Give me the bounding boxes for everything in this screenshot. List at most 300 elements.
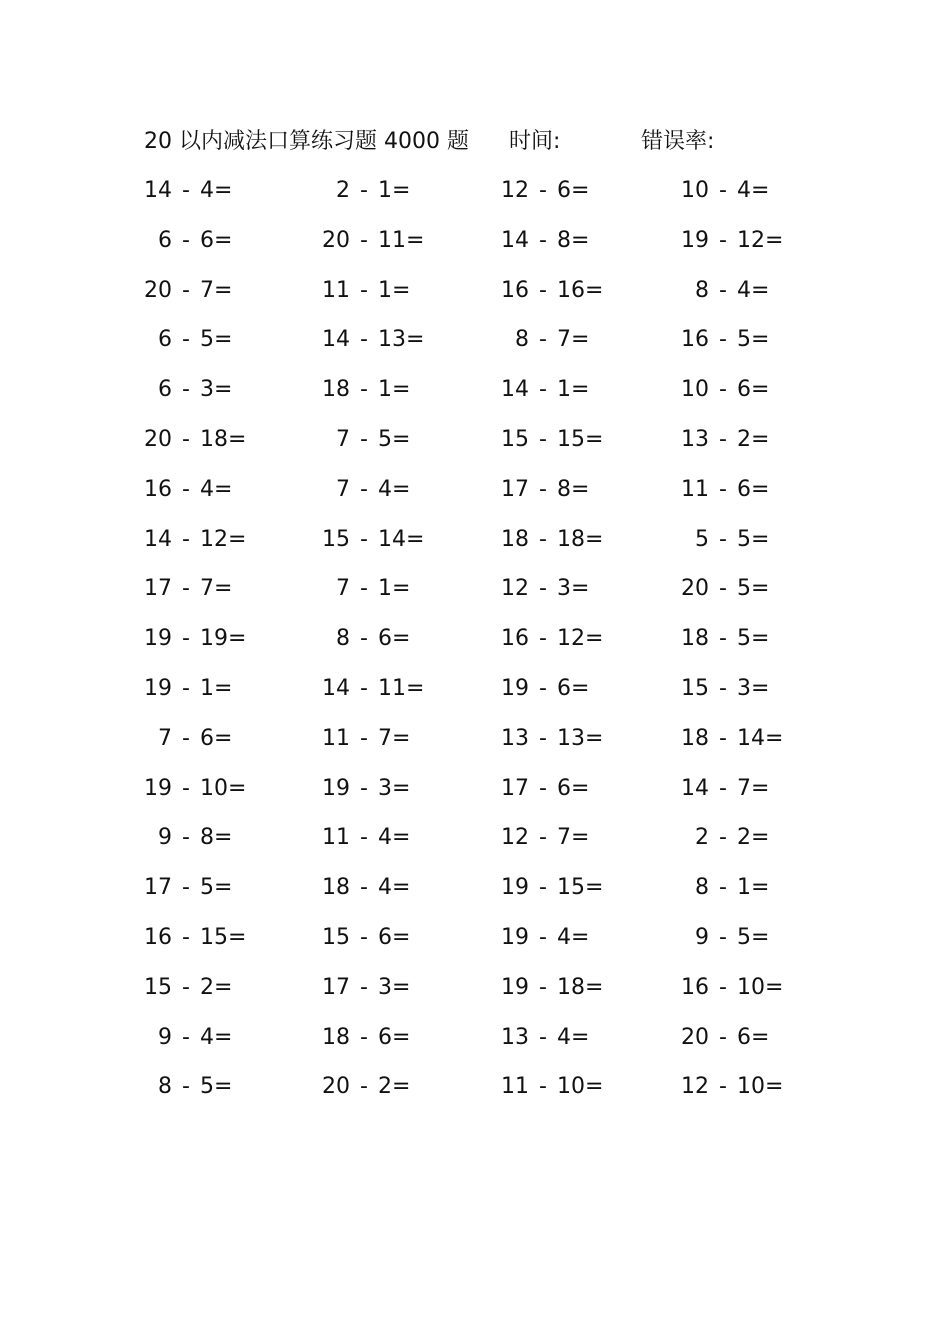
- subtrahend: 14: [378, 526, 406, 552]
- minus-sign: -: [719, 725, 727, 751]
- subtrahend: 1: [378, 178, 392, 203]
- subtrahend-and-equals: [557, 1062, 603, 1112]
- subtraction-problem: [322, 564, 410, 614]
- equals-sign: =: [765, 1074, 784, 1100]
- minus-sign: -: [360, 924, 368, 950]
- minuend: 17: [144, 576, 172, 602]
- minuend: 6: [158, 327, 172, 353]
- minuend: 14: [501, 377, 529, 403]
- subtraction-problem: [501, 764, 589, 814]
- equals-sign: =: [214, 875, 233, 901]
- subtrahend: 3: [200, 377, 214, 403]
- problem-row: [144, 963, 804, 1013]
- minus-sign: -: [719, 775, 727, 801]
- subtrahend: 6: [737, 377, 751, 403]
- subtrahend-and-equals: [557, 415, 603, 465]
- minuend: 20: [322, 1074, 350, 1100]
- minus-sign: -: [360, 825, 368, 851]
- minus-sign: -: [539, 277, 547, 303]
- minus-sign: -: [182, 825, 190, 851]
- subtrahend: 5: [200, 875, 214, 901]
- minus-sign: -: [182, 576, 190, 602]
- subtrahend: 10: [200, 775, 228, 801]
- problem-row: [144, 216, 804, 266]
- minus-sign: -: [539, 626, 547, 652]
- subtrahend-and-equals: [557, 465, 589, 515]
- minus-sign: -: [360, 426, 368, 452]
- minus-sign: -: [182, 974, 190, 1000]
- minuend: 16: [681, 974, 709, 1000]
- subtrahend: 8: [557, 476, 571, 502]
- equals-sign: =: [392, 476, 411, 502]
- minus-sign: -: [719, 1024, 727, 1050]
- subtraction-problem: [681, 166, 769, 216]
- equals-sign: =: [751, 825, 770, 851]
- minus-sign: -: [182, 526, 190, 552]
- equals-sign: =: [585, 277, 604, 303]
- subtrahend-and-equals: [737, 813, 769, 863]
- subtrahend: 11: [378, 227, 406, 253]
- subtrahend-and-equals: [378, 365, 410, 415]
- subtraction-problem: [681, 913, 769, 963]
- minus-sign: -: [719, 377, 727, 403]
- subtrahend: 6: [378, 924, 392, 950]
- minus-sign: -: [360, 576, 368, 602]
- subtrahend-and-equals: [557, 1013, 589, 1063]
- equals-sign: =: [392, 1024, 411, 1050]
- equals-sign: =: [571, 576, 590, 602]
- equals-sign: =: [392, 576, 411, 602]
- subtrahend: 2: [737, 825, 751, 851]
- subtrahend-and-equals: [200, 1062, 232, 1112]
- subtraction-problem: [681, 465, 769, 515]
- minuend: 11: [322, 277, 350, 303]
- equals-sign: =: [392, 825, 411, 851]
- subtrahend: 3: [378, 974, 392, 1000]
- minuend: 20: [681, 576, 709, 602]
- subtrahend-and-equals: [737, 315, 769, 365]
- subtraction-problem: [322, 515, 424, 565]
- subtrahend-and-equals: [200, 266, 232, 316]
- subtraction-problem: [681, 1062, 783, 1112]
- subtraction-problem: [501, 415, 603, 465]
- minus-sign: -: [719, 476, 727, 502]
- equals-sign: =: [571, 327, 590, 353]
- subtrahend: 7: [737, 775, 751, 801]
- subtraction-problem: [501, 813, 589, 863]
- equals-sign: =: [585, 1074, 604, 1100]
- minuend: 19: [501, 875, 529, 901]
- subtraction-problem: [681, 1013, 769, 1063]
- equals-sign: =: [228, 924, 247, 950]
- minus-sign: -: [539, 875, 547, 901]
- equals-sign: =: [392, 1074, 411, 1100]
- problem-row: [144, 564, 804, 614]
- subtraction-problem: [322, 1062, 410, 1112]
- minuend: 9: [695, 924, 709, 950]
- minuend: 13: [501, 1024, 529, 1050]
- equals-sign: =: [214, 476, 233, 502]
- equals-sign: =: [571, 775, 590, 801]
- subtraction-problem: [501, 863, 603, 913]
- subtraction-problem: [144, 415, 246, 465]
- minuend: 8: [695, 875, 709, 901]
- subtrahend-and-equals: [378, 266, 410, 316]
- subtrahend-and-equals: [378, 166, 410, 216]
- subtrahend-and-equals: [737, 963, 783, 1013]
- equals-sign: =: [751, 675, 770, 701]
- minus-sign: -: [182, 327, 190, 353]
- equals-sign: =: [585, 974, 604, 1000]
- equals-sign: =: [228, 426, 247, 452]
- subtrahend-and-equals: [200, 415, 246, 465]
- subtrahend: 3: [737, 675, 751, 701]
- subtrahend-and-equals: [557, 315, 589, 365]
- subtrahend: 19: [200, 626, 228, 652]
- subtrahend-and-equals: [200, 1013, 232, 1063]
- subtrahend: 6: [200, 725, 214, 751]
- minus-sign: -: [182, 277, 190, 303]
- minuend: 6: [158, 377, 172, 403]
- equals-sign: =: [406, 327, 425, 353]
- subtrahend: 6: [557, 775, 571, 801]
- equals-sign: =: [392, 974, 411, 1000]
- subtrahend: 3: [378, 775, 392, 801]
- subtrahend-and-equals: [378, 714, 410, 764]
- minuend: 16: [144, 476, 172, 502]
- minuend: 15: [144, 974, 172, 1000]
- problem-row: [144, 515, 804, 565]
- subtrahend: 10: [737, 1074, 765, 1100]
- equals-sign: =: [406, 675, 425, 701]
- minus-sign: -: [182, 775, 190, 801]
- subtrahend: 3: [557, 576, 571, 602]
- subtrahend-and-equals: [737, 365, 769, 415]
- subtrahend-and-equals: [378, 315, 424, 365]
- minus-sign: -: [539, 974, 547, 1000]
- equals-sign: =: [392, 725, 411, 751]
- subtrahend-and-equals: [200, 515, 246, 565]
- minus-sign: -: [360, 725, 368, 751]
- minuend: 2: [336, 178, 350, 203]
- minuend: 11: [501, 1074, 529, 1100]
- subtrahend-and-equals: [378, 913, 410, 963]
- problem-row: [144, 266, 804, 316]
- subtrahend-and-equals: [737, 714, 783, 764]
- equals-sign: =: [765, 227, 784, 253]
- minuend: 14: [681, 775, 709, 801]
- minus-sign: -: [182, 426, 190, 452]
- subtrahend: 4: [378, 875, 392, 901]
- minuend: 10: [681, 178, 709, 203]
- subtrahend-and-equals: [737, 863, 769, 913]
- minus-sign: -: [360, 277, 368, 303]
- subtrahend: 4: [378, 825, 392, 851]
- subtrahend-and-equals: [557, 166, 589, 216]
- minus-sign: -: [539, 526, 547, 552]
- minuend: 17: [501, 476, 529, 502]
- subtraction-problem: [144, 764, 246, 814]
- subtrahend-and-equals: [378, 515, 424, 565]
- minus-sign: -: [182, 1074, 190, 1100]
- equals-sign: =: [392, 277, 411, 303]
- minuend: 19: [144, 626, 172, 652]
- subtraction-problem: [144, 863, 232, 913]
- minuend: 19: [144, 675, 172, 701]
- subtrahend-and-equals: [200, 913, 246, 963]
- subtraction-problem: [322, 1013, 410, 1063]
- equals-sign: =: [214, 1074, 233, 1100]
- minus-sign: -: [182, 924, 190, 950]
- subtraction-problem: [322, 714, 410, 764]
- subtraction-problem: [144, 465, 232, 515]
- subtrahend: 1: [737, 875, 751, 901]
- minus-sign: -: [182, 875, 190, 901]
- equals-sign: =: [751, 476, 770, 502]
- subtrahend: 4: [200, 476, 214, 502]
- subtraction-problem: [681, 963, 783, 1013]
- subtraction-problem: [501, 564, 589, 614]
- minus-sign: -: [360, 178, 368, 203]
- equals-sign: =: [585, 526, 604, 552]
- subtraction-problem: [681, 266, 769, 316]
- subtrahend-and-equals: [378, 216, 424, 266]
- minus-sign: -: [182, 1024, 190, 1050]
- minus-sign: -: [182, 178, 190, 203]
- minuend: 14: [322, 327, 350, 353]
- problem-row: [144, 365, 804, 415]
- minuend: 14: [322, 675, 350, 701]
- subtrahend: 15: [200, 924, 228, 950]
- subtrahend: 5: [200, 1074, 214, 1100]
- subtrahend-and-equals: [737, 664, 769, 714]
- minuend: 11: [322, 725, 350, 751]
- equals-sign: =: [571, 825, 590, 851]
- minuend: 10: [681, 377, 709, 403]
- minuend: 8: [695, 277, 709, 303]
- minus-sign: -: [539, 178, 547, 203]
- minuend: 14: [144, 526, 172, 552]
- minuend: 16: [501, 277, 529, 303]
- subtrahend: 12: [737, 227, 765, 253]
- subtraction-problem: [144, 365, 232, 415]
- equals-sign: =: [765, 974, 784, 1000]
- minus-sign: -: [539, 227, 547, 253]
- subtrahend: 15: [557, 875, 585, 901]
- minuend: 12: [681, 1074, 709, 1100]
- minuend: 20: [322, 227, 350, 253]
- subtraction-problem: [501, 913, 589, 963]
- subtrahend-and-equals: [200, 614, 246, 664]
- subtrahend-and-equals: [200, 963, 232, 1013]
- equals-sign: =: [406, 227, 425, 253]
- equals-sign: =: [585, 626, 604, 652]
- problem-row: [144, 813, 804, 863]
- subtrahend: 1: [378, 377, 392, 403]
- subtrahend: 7: [200, 576, 214, 602]
- subtrahend-and-equals: [737, 465, 769, 515]
- subtraction-problem: [681, 813, 769, 863]
- minus-sign: -: [539, 1024, 547, 1050]
- minuend: 16: [501, 626, 529, 652]
- minuend: 15: [501, 426, 529, 452]
- minus-sign: -: [539, 327, 547, 353]
- subtrahend-and-equals: [557, 515, 603, 565]
- equals-sign: =: [214, 277, 233, 303]
- subtrahend: 7: [378, 725, 392, 751]
- equals-sign: =: [392, 178, 411, 203]
- subtrahend-and-equals: [378, 415, 410, 465]
- minuend: 5: [695, 526, 709, 552]
- subtraction-problem: [501, 515, 603, 565]
- minus-sign: -: [719, 626, 727, 652]
- problem-row: [144, 863, 804, 913]
- minuend: 7: [336, 576, 350, 602]
- subtraction-problem: [681, 564, 769, 614]
- minuend: 16: [144, 924, 172, 950]
- subtrahend-and-equals: [557, 714, 603, 764]
- equals-sign: =: [751, 576, 770, 602]
- subtraction-problem: [322, 913, 410, 963]
- problem-row: [144, 913, 804, 963]
- minuend: 13: [501, 725, 529, 751]
- subtraction-problem: [501, 614, 603, 664]
- minuend: 18: [322, 875, 350, 901]
- equals-sign: =: [214, 1024, 233, 1050]
- minus-sign: -: [539, 476, 547, 502]
- minuend: 18: [322, 1024, 350, 1050]
- minuend: 13: [681, 426, 709, 452]
- subtrahend-and-equals: [200, 564, 232, 614]
- subtrahend: 5: [737, 626, 751, 652]
- equals-sign: =: [406, 526, 425, 552]
- subtraction-problem: [681, 714, 783, 764]
- equals-sign: =: [214, 377, 233, 403]
- subtrahend: 2: [200, 974, 214, 1000]
- subtrahend-and-equals: [200, 714, 232, 764]
- subtrahend-and-equals: [378, 764, 410, 814]
- minus-sign: -: [360, 227, 368, 253]
- equals-sign: =: [214, 825, 233, 851]
- subtrahend-and-equals: [378, 863, 410, 913]
- minuend: 8: [158, 1074, 172, 1100]
- subtraction-problem: [322, 166, 410, 216]
- equals-sign: =: [751, 1024, 770, 1050]
- subtrahend: 8: [200, 825, 214, 851]
- equals-sign: =: [751, 426, 770, 452]
- minus-sign: -: [360, 775, 368, 801]
- subtrahend-and-equals: [200, 764, 246, 814]
- equals-sign: =: [392, 924, 411, 950]
- problem-grid: [144, 166, 804, 1112]
- minus-sign: -: [719, 426, 727, 452]
- subtrahend: 5: [200, 327, 214, 353]
- equals-sign: =: [571, 675, 590, 701]
- subtrahend-and-equals: [557, 266, 603, 316]
- minuend: 19: [681, 227, 709, 253]
- subtrahend-and-equals: [200, 166, 232, 216]
- minuend: 16: [681, 327, 709, 353]
- equals-sign: =: [214, 327, 233, 353]
- minus-sign: -: [539, 924, 547, 950]
- subtrahend-and-equals: [557, 614, 603, 664]
- minuend: 12: [501, 825, 529, 851]
- subtrahend: 4: [737, 178, 751, 203]
- subtrahend: 12: [557, 626, 585, 652]
- problem-row: [144, 614, 804, 664]
- equals-sign: =: [585, 426, 604, 452]
- equals-sign: =: [751, 377, 770, 403]
- subtrahend-and-equals: [378, 963, 410, 1013]
- subtrahend: 7: [557, 825, 571, 851]
- subtrahend-and-equals: [378, 1013, 410, 1063]
- subtrahend: 4: [737, 277, 751, 303]
- subtrahend: 5: [378, 426, 392, 452]
- subtrahend: 2: [378, 1074, 392, 1100]
- subtrahend: 6: [378, 1024, 392, 1050]
- subtraction-problem: [681, 664, 769, 714]
- minuend: 19: [322, 775, 350, 801]
- problem-row: [144, 465, 804, 515]
- equals-sign: =: [585, 875, 604, 901]
- subtrahend: 6: [557, 178, 571, 203]
- subtrahend: 13: [557, 725, 585, 751]
- equals-sign: =: [392, 775, 411, 801]
- minuend: 7: [336, 426, 350, 452]
- subtrahend: 10: [737, 974, 765, 1000]
- subtrahend-and-equals: [737, 913, 769, 963]
- subtrahend: 6: [557, 675, 571, 701]
- subtrahend: 4: [200, 1024, 214, 1050]
- equals-sign: =: [392, 426, 411, 452]
- minuend: 15: [322, 526, 350, 552]
- minus-sign: -: [719, 277, 727, 303]
- minuend: 20: [681, 1024, 709, 1050]
- minuend: 12: [501, 178, 529, 203]
- subtrahend: 14: [737, 725, 765, 751]
- minus-sign: -: [182, 626, 190, 652]
- subtrahend: 10: [557, 1074, 585, 1100]
- subtraction-problem: [681, 614, 769, 664]
- minus-sign: -: [539, 725, 547, 751]
- minus-sign: -: [539, 576, 547, 602]
- subtrahend: 1: [200, 675, 214, 701]
- subtraction-problem: [144, 216, 232, 266]
- subtrahend-and-equals: [737, 1013, 769, 1063]
- equals-sign: =: [571, 377, 590, 403]
- problem-row: [144, 315, 804, 365]
- minuend: 19: [501, 924, 529, 950]
- subtrahend-and-equals: [200, 365, 232, 415]
- subtraction-problem: [322, 764, 410, 814]
- subtraction-problem: [501, 963, 603, 1013]
- minuend: 8: [515, 327, 529, 353]
- subtrahend: 11: [378, 675, 406, 701]
- subtrahend: 7: [557, 327, 571, 353]
- minuend: 18: [681, 626, 709, 652]
- subtrahend-and-equals: [378, 564, 410, 614]
- minuend: 18: [681, 725, 709, 751]
- minus-sign: -: [539, 775, 547, 801]
- subtraction-problem: [322, 813, 410, 863]
- subtraction-problem: [501, 365, 589, 415]
- equals-sign: =: [392, 377, 411, 403]
- minuend: 14: [501, 227, 529, 253]
- subtrahend-and-equals: [378, 813, 410, 863]
- subtrahend-and-equals: [557, 564, 589, 614]
- subtrahend: 18: [200, 426, 228, 452]
- subtrahend: 12: [200, 526, 228, 552]
